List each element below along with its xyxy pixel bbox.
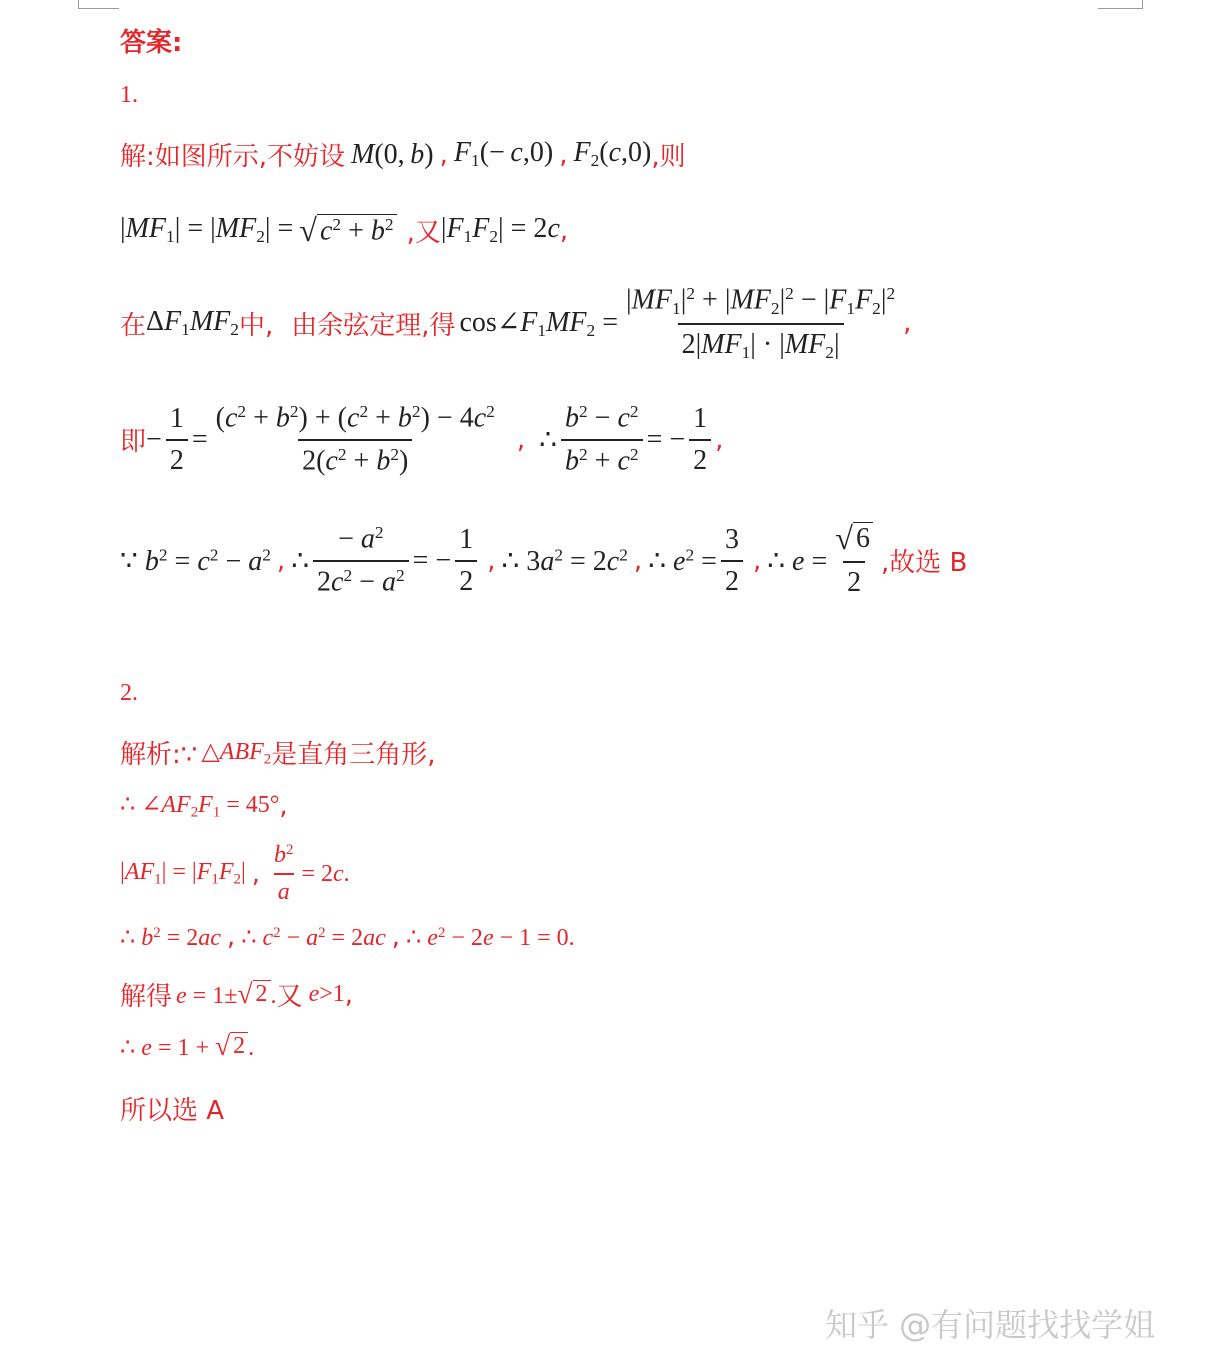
q2-e-roots: e = 1± √ 2 . (176, 977, 277, 1009)
q2-triangle-abf2: $\triangle ABF_2$ (201, 738, 272, 768)
q2-l1-suffix: 是直角三角形, (271, 740, 436, 770)
q1-substituted-fraction: $\frac{(c^2 + b^2) + (c^2 + b^2) - 4c^2}{2(c^2 + b^2)}$ (215, 402, 495, 477)
page-corner-mark-right (1098, 0, 1143, 9)
q1-f1f2-length: $|F_1F_2| = 2c$ (440, 213, 560, 247)
q1-mid-text: 中, (238, 310, 274, 341)
q2-line-3: $|AF_1| = |F_1F_2|$ , $\frac{b^2}{a}$ = 2c. (120, 842, 350, 906)
q2-line-2: ∴ $\angle AF_2F_1 = 45^\circ$ , (120, 790, 288, 821)
q1-intro-text: 解:如图所示,不妨设 (120, 142, 346, 172)
q1-three-halves: $\frac{3}{2}$ (721, 524, 743, 598)
q1-mf-equal: $|MF_1| = |MF_2|$ = (120, 213, 294, 247)
q2-line-5: 解得 e = 1± √ 2 . 又 e>1 , (120, 977, 354, 1012)
q1-triangle-f1mf2: $\Delta F_1MF_2$ (146, 306, 239, 340)
answer-heading: 答案: (120, 28, 183, 58)
q1-line-setup: 解:如图所示,不妨设 M(0, b) , $F_1(- c,0)$ , $F_2(c,0)$ ,则 (120, 137, 686, 172)
q2-l1-prefix: 解析:∵ (120, 740, 198, 770)
q1-e-squared: ∴ $e^2$ = (648, 544, 717, 577)
q1-b-squared-relation: ∵ $b^2 = c^2 - a^2$ (120, 544, 271, 577)
q2-final-answer: 所以选 A (120, 1096, 225, 1126)
q2-e-greater-1: e>1 (308, 981, 345, 1007)
q1-line-conclusion: ∵ $b^2 = c^2 - a^2$ , ∴ $\frac{- a^2}{2c^2 - a^2}$ = − $\frac{1}{2}$ , ∴ $3a^2 = 2c^2$ , ∴ $e^2$ = $\frac{3}{2}$ , ∴ e = √ 6 2 ,故选 B (120, 520, 968, 598)
q1-choose-text: ,故选 B (880, 548, 968, 578)
zhihu-watermark: 知乎 @有问题找找学姐 (825, 1306, 1156, 1344)
q1-line-distances: $|MF_1| = |MF_2|$ = √ $c^2 + b^2$ ,又 $|F_1F_2| = 2c$ , (120, 211, 569, 248)
page-corner-mark-left (78, 0, 119, 9)
q1-3a2-2c2: ∴ $3a^2 = 2c^2$ (501, 544, 628, 577)
q2-solve-mid: 又 (276, 982, 303, 1012)
q2-angle-45: ∴ $\angle AF_2F_1 = 45^\circ$ (120, 792, 280, 821)
q2-equals-2c: = 2c. (301, 860, 350, 887)
q2-c2-a2-2ac: ∴ $c^2 - a^2 = 2ac$ (241, 924, 386, 951)
q1-cos-fraction: $\frac{|MF_1|^2 + |MF_2|^2 - |F_1F_2|^2}{2|MF_1| \cdot |MF_2|}$ (626, 284, 896, 362)
q2-b2-2ac: ∴ $b^2 = 2ac$ (120, 924, 221, 951)
question-2-number: 2. (120, 680, 138, 706)
q1-point-f2: $F_2(c,0)$ (573, 137, 652, 171)
q2-af1-equals-f1f2: $|AF_1| = |F_1F_2|$ (120, 859, 246, 888)
q2-line-6 (120, 1032, 254, 1062)
q1-e-value: ∴ e = (767, 545, 828, 577)
q2-line-4: ∴ $b^2 = 2ac$ , ∴ $c^2 - a^2 = 2ac$ , ∴ $e^2 - 2e - 1 = 0$. (120, 922, 575, 952)
q1-also-text: ,又 (406, 218, 441, 248)
question-1-number: 1. (120, 82, 138, 108)
q1-root6-over-2: √ 6 2 (831, 522, 877, 599)
q1-then-text: ,则 (651, 142, 686, 172)
q1-cos-angle: $\cos\angle F_1MF_2$ = (459, 307, 618, 341)
q1-in-text: 在 (120, 310, 147, 341)
q2-e-final: ∴ e = 1 + √ 2 . (120, 1030, 255, 1061)
q1-half: $\frac{1}{2}$ (166, 403, 188, 477)
q1-simplified-fraction: $\frac{b^2 - c^2}{b^2 + c^2}$ (561, 402, 643, 477)
q1-half-2: $\frac{1}{2}$ (689, 403, 711, 477)
q2-line-1 (120, 734, 435, 771)
q1-point-f1: $F_1(- c,0)$ (453, 137, 554, 171)
q1-sqrt-c2-b2: √ $c^2 + b^2$ (299, 214, 396, 248)
q1-half-3: $\frac{1}{2}$ (455, 524, 477, 598)
q2-solve-prefix: 解得 (120, 982, 173, 1012)
q1-law-text: 由余弦定理,得 (291, 310, 456, 341)
q1-ie-text: 即 (120, 427, 147, 458)
q1-point-m: M(0, b) (351, 138, 434, 170)
q1-a-fraction: $\frac{- a^2}{2c^2 - a^2}$ (313, 523, 409, 598)
q1-line-substitution: 即 − $\frac{1}{2}$ = $\frac{(c^2 + b^2) + (c^2 + b^2) - 4c^2}{2(c^2 + b^2)}$ , ∴ $\frac{b^2 - c^2}{b^2 + c^2}$ = − $\frac{1}{2}$ , (120, 402, 724, 477)
q2-b2-over-a: $\frac{b^2}{a}$ (274, 842, 294, 906)
q2-quadratic-e: ∴ $e^2 - 2e - 1 = 0$. (406, 924, 575, 951)
q1-line-cosine: 在 $\Delta F_1MF_2$ 中, 由余弦定理,得 $\cos\angle F_1MF_2$ = $\frac{|MF_1|^2 + |MF_2|^2 - |F_1F_2|^2}{2|MF_1| \cdot |MF_2|}$ , (120, 284, 912, 362)
